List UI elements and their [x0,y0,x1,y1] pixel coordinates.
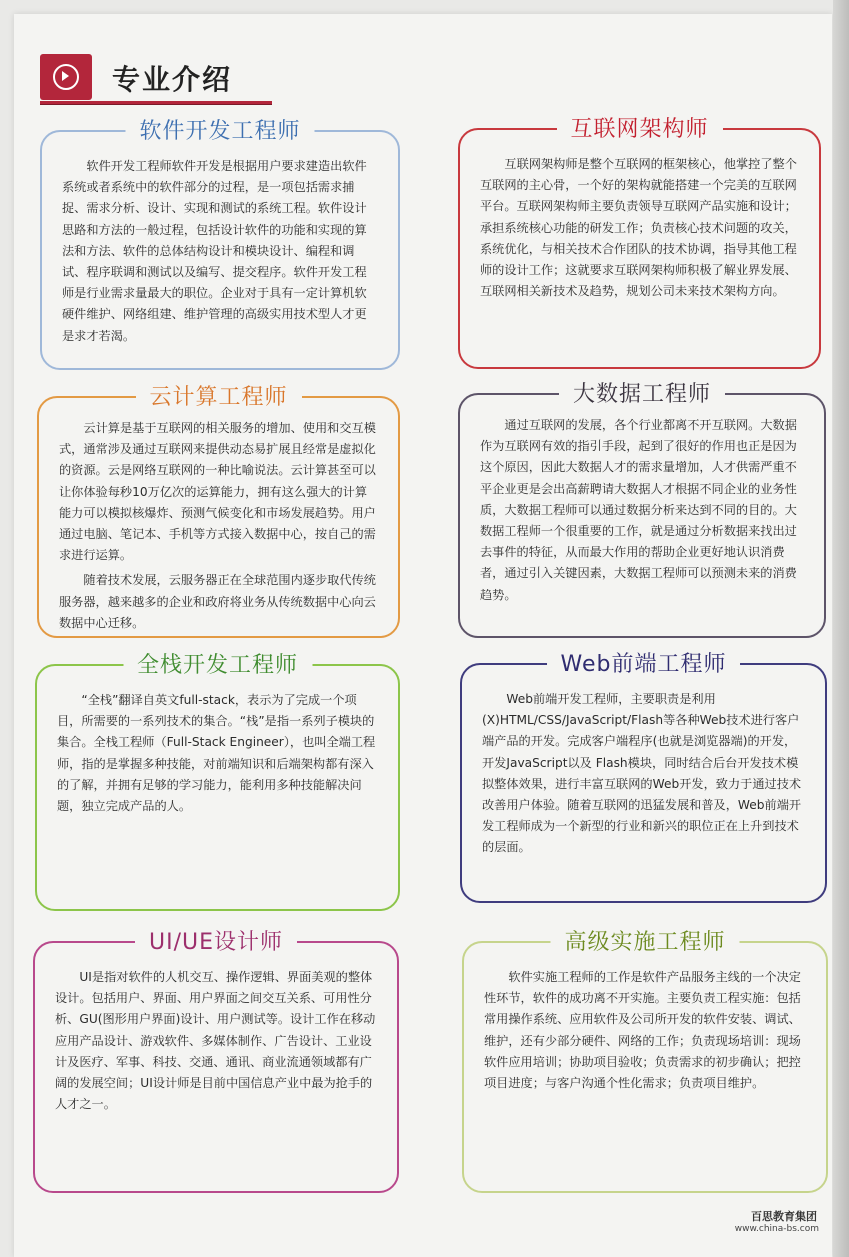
card-uiue-designer [33,930,399,1193]
card-title: 云计算工程师 [135,380,301,411]
card-body [484,967,806,1094]
card-body [57,690,378,817]
card-bigdata-engineer [458,382,826,638]
title-underline-shadow [40,104,272,105]
card-cloud-engineer [37,385,400,638]
card-paragraph: 随着技术发展，云服务器正在全球范围内逐步取代传统服务器，越来越多的企业和政府将业务从传统数据中心向云数据中心迁移。 [59,573,376,630]
card-body [62,156,378,347]
card-paragraph: 云计算是基于互联网的相关服务的增加、使用和交互模式，通常涉及通过互联网来提供动态易扩展且经常是虚拟化的资源。云是网络互联网的一种比喻说法。云计算甚至可以让你体验每秒10万亿次的运算能力，拥有这么强大的计算能力可以模拟核爆炸、预测气候变化和市场发展趋势。用户通过电脑、笔记本、手机等方式接入数据中心，按自己的需求进行运算。 [59,421,376,563]
card-title: UI/UE设计师 [135,925,297,956]
footer-brand: 百思教育集团 [751,1210,817,1223]
card-body [55,967,377,1115]
card-body [59,418,378,634]
card-implementation-engineer [462,930,828,1193]
card-paragraph: 软件开发工程师软件开发是根据用户要求建造出软件系统或者系统中的软件部分的过程，是一项包括需求捕捉、需求分析、设计、实现和测试的系统工程。软件设计思路和方法的一般过程，包括设计软件的功能和实现的算法和方法、软件的总体结构设计和模块设计、编程和调试、程序联调和测试以及编写、提交程序。软件开发工程师是行业需求量最大的职位。企业对于具有一定计算机软硬件维护、网络组建、维护管理的高级实用技术型人才更是求才若渴。 [62,159,367,343]
card-paragraph: 互联网架构师是整个互联网的框架核心，他掌控了整个互联网的主心骨，一个好的架构就能搭建一个完美的互联网平台。互联网架构师主要负责领导互联网产品实施和设计；承担系统核心功能的研发工作；负责核心技术问题的攻关，系统优化，与相关技术合作团队的技术协调，指导其他工程师的设计工作；这就要求互联网架构师积极了解业界发展、互联网相关新技术及趋势，规划公司未来技术架构方向。 [480,157,797,299]
card-paragraph: 通过互联网的发展，各个行业都离不开互联网。大数据作为互联网有效的指引手段，起到了很好的作用也正是因为这个原因，因此大数据人才的需求量增加，人才供需严重不平企业更是会出高薪聘请大数据人才根据不同企业的业务性质，大数据工程师可以通过数据分析来达到不同的目的。大数据工程师一个很重要的工作，就是通过分析数据来找出过去事件的特征，从而最大作用的帮助企业更好地认识消费者，通过引入关键因素，大数据工程师可以预测未来的消费趋势。 [480,418,797,602]
page-edge [833,0,849,1257]
card-title: 软件开发工程师 [125,114,314,145]
card-web-frontend-engineer [460,652,827,903]
card-internet-architect [458,117,821,369]
page-title: 专业介绍 [112,63,233,96]
card-body [480,154,799,302]
footer-url: www.china-bs.com [734,1224,819,1234]
card-title: 全栈开发工程师 [123,648,312,679]
card-paragraph: UI是指对软件的人机交互、操作逻辑、界面美观的整体设计。包括用户、界面、用户界面之间交互关系、可用性分析、GU(图形用户界面)设计、用户测试等。设计工作在移动应用产品设计、游戏软件、多媒体制作、广告设计、工业设计及医疗、军事、科技、交通、通讯、商业流通领域都有广阔的发展空间；UI设计师是目前中国信息产业中最为抢手的人才之一。 [55,970,376,1112]
card-title: 高级实施工程师 [550,925,739,956]
card-paragraph: Web前端开发工程师，主要职责是利用(X)HTML/CSS/JavaScript/Flash等各种Web技术进行客户端产品的开发。完成客户端程序(也就是浏览器端)的开发，开发JavaScript以及 Flash模块，同时结合后台开发技术模拟整体效果，进行丰富互联网的Web开发，致力于通过技术改善用户体验。随着互联网的迅猛发展和普及，Web前端开发工程师成为一个新型的行业和新兴的职位正在上升到技术的层面。 [482,692,802,855]
card-title: 互联网架构师 [556,112,722,143]
card-paragraph: 软件实施工程师的工作是软件产品服务主线的一个决定性环节，软件的成功离不开实施。主要负责工程实施：包括常用操作系统、应用软件及公司所开发的软件安装、调试、维护，还有少部分硬件、网络的工作；负责现场培训：现场软件应用培训；协助项目验收；负责需求的初步确认；把控项目进度；与客户沟通个性化需求；负责项目维护。 [484,970,801,1091]
card-software-engineer [40,119,400,370]
card-body [480,415,804,606]
play-arrow-icon [40,54,92,100]
card-paragraph: “全栈”翻译自英文full-stack，表示为了完成一个项目，所需要的一系列技术的集合。“栈”是指一系列子模块的集合。全栈工程师（Full-Stack Engineer），也叫全端工程师，指的是掌握多种技能，对前端知识和后端架构都有深入的了解，并拥有足够的学习能力，能利用多种技能解决问题，独立完成产品的人。 [57,693,376,814]
card-body [482,689,805,859]
card-title: 大数据工程师 [559,377,725,408]
card-title: Web前端工程师 [547,647,741,678]
card-fullstack-engineer [35,653,400,911]
